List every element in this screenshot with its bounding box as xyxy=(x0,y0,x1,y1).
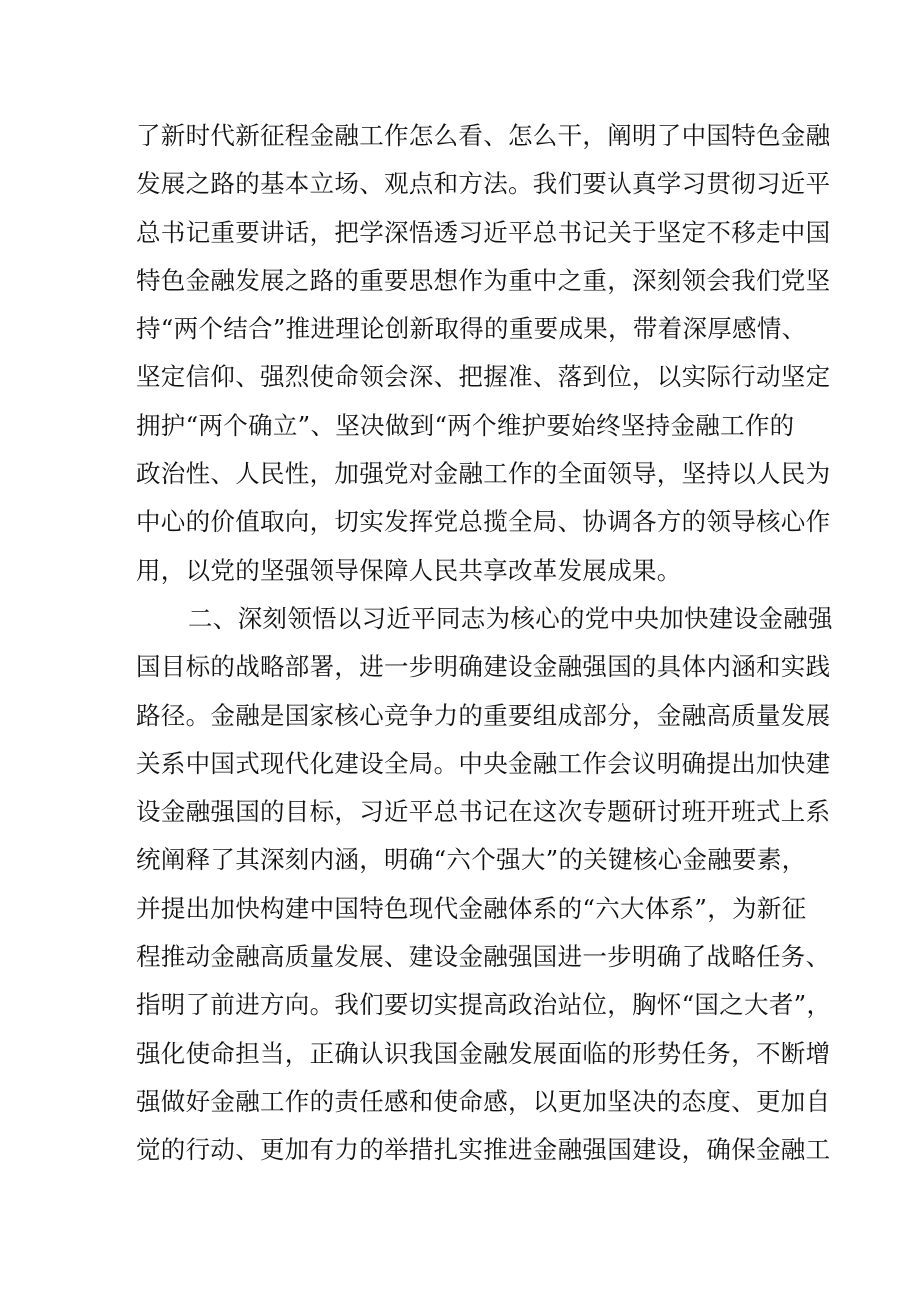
text-line-12: 国目标的战略部署，进一步明确建设金融强国的具体内涵和实践 xyxy=(136,652,831,682)
text-line-17: 并提出加快构建中国特色现代金融体系的“六大体系”，为新征 xyxy=(136,893,807,923)
text-line-4: 特色金融发展之路的重要思想作为重中之重，深刻领会我们党坚 xyxy=(136,265,831,295)
text-line-5: 持“两个结合”推进理论创新取得的重要成果，带着深厚感情、 xyxy=(136,314,807,344)
text-line-14: 关系中国式现代化建设全局。中央金融工作会议明确提出加快建 xyxy=(136,748,831,778)
text-line-13: 路径。金融是国家核心竞争力的重要组成部分，金融高质量发展 xyxy=(136,700,831,730)
text-line-3: 总书记重要讲话，把学深悟透习近平总书记关于坚定不移走中国 xyxy=(136,217,831,247)
text-line-20: 强化使命担当，正确认识我国金融发展面临的形势任务，不断增 xyxy=(136,1038,831,1068)
text-line-6: 坚定信仰、强烈使命领会深、把握准、落到位，以实际行动坚定 xyxy=(136,362,831,392)
text-line-19: 指明了前进方向。我们要切实提高政治站位，胸怀“国之大者”， xyxy=(136,990,832,1020)
text-line-2: 发展之路的基本立场、观点和方法。我们要认真学习贯彻习近平 xyxy=(136,169,831,199)
text-line-16: 统阐释了其深刻内涵，明确“六个强大”的关键核心金融要素， xyxy=(136,845,807,875)
text-line-22: 觉的行动、更加有力的举措扎实推进金融强国建设，确保金融工 xyxy=(136,1135,831,1165)
text-line-9: 中心的价值取向，切实发挥党总揽全局、协调各方的领导核心作 xyxy=(136,507,831,537)
text-line-21: 强做好金融工作的责任感和使命感，以更加坚决的态度、更加自 xyxy=(136,1086,831,1116)
body-text xyxy=(136,112,833,1175)
paragraph-heading-line: 二、深刻领悟以习近平同志为核心的党中央加快建设金融强 xyxy=(188,603,833,633)
text-line-7: 拥护“两个确立”、坚决做到“两个维护要始终坚持金融工作的 xyxy=(136,410,795,440)
text-line-8: 政治性、人民性，加强党对金融工作的全面领导，坚持以人民为 xyxy=(136,459,831,489)
text-line-18: 程推动金融高质量发展、建设金融强国进一步明确了战略任务、 xyxy=(136,942,831,972)
text-line-10: 用，以党的坚强领导保障人民共享改革发展成果。 xyxy=(136,555,682,585)
text-line-1: 了新时代新征程金融工作怎么看、怎么干，阐明了中国特色金融 xyxy=(136,121,831,150)
text-line-15: 设金融强国的目标，习近平总书记在这次专题研讨班开班式上系 xyxy=(136,797,831,827)
